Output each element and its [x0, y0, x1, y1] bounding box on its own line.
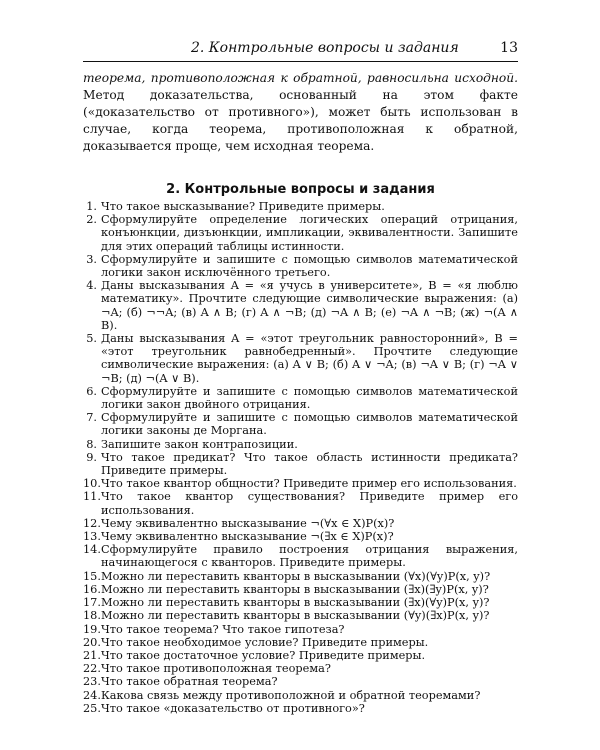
question-text: Чему эквивалентно высказывание ¬(∀x ∈ X)P(x)? [101, 516, 395, 530]
question-text: Какова связь между противоположной и обратной теоремами? [101, 688, 481, 702]
header-rule [83, 61, 518, 62]
question-number: 15. [83, 569, 101, 583]
question-number: 22. [83, 662, 101, 676]
question-item [83, 636, 518, 649]
question-text: Что такое квантор существования? Приведите пример его использования. [101, 490, 518, 517]
question-number: 23. [83, 675, 101, 689]
question-text: Даны высказывания A = «этот треугольник равносторонний», B = «этот треугольник равнобедренный». Прочтите следующие символические выражения: (а) A ∨ B; (б) A ∨ ¬A; (в) ¬A ∨ B; (г) ¬A ∨ ¬B; (д) ¬(A ∨ B). [101, 332, 518, 385]
question-item [83, 438, 518, 451]
question-number: 12. [83, 516, 101, 530]
question-text: Что такое необходимое условие? Приведите примеры. [101, 635, 429, 649]
question-text: Можно ли переставить кванторы в высказывании (∀x)(∀y)P(x, y)? [101, 569, 491, 583]
question-text: Запишите закон контрапозиции. [101, 437, 298, 451]
question-item [83, 200, 518, 213]
question-list [83, 200, 518, 715]
question-text: Сформулируйте и запишите с помощью символов математической логики законы де Моргана. [101, 411, 518, 438]
question-text: Чему эквивалентно высказывание ¬(∃x ∈ X)P(x)? [101, 530, 394, 544]
question-text: Что такое противоположная теорема? [101, 662, 331, 676]
running-header [83, 40, 518, 58]
question-number: 11. [83, 490, 101, 504]
question-item [83, 279, 518, 332]
question-text: Что такое обратная теорема? [101, 675, 278, 689]
question-number: 6. [86, 384, 97, 398]
question-number: 4. [86, 279, 97, 293]
question-text: Что такое теорема? Что такое гипотеза? [101, 622, 345, 636]
running-header-title: 2. Контрольные вопросы и задания [191, 40, 459, 56]
question-text: Можно ли переставить кванторы в высказывании (∀y)(∃x)P(x, y)? [101, 609, 490, 623]
question-item [83, 332, 518, 385]
question-item [83, 649, 518, 662]
question-item [83, 411, 518, 437]
question-text: Что такое предикат? Что такое область истинности предиката? Приведите примеры. [101, 450, 518, 478]
intro-emphasis: теорема, противоположная к обратной, равносильна исходной. [83, 71, 518, 85]
question-item [83, 543, 518, 569]
question-number: 7. [86, 411, 97, 425]
question-item [83, 583, 518, 596]
question-text: Что такое «доказательство от противного»? [101, 701, 365, 715]
question-number: 20. [83, 635, 101, 649]
section-title: 2. Контрольные вопросы и задания [166, 182, 435, 197]
question-item [83, 702, 518, 715]
page-number: 13 [500, 40, 518, 56]
question-number: 19. [83, 622, 101, 636]
question-item [83, 477, 518, 490]
question-number: 8. [86, 437, 97, 451]
question-item [83, 662, 518, 675]
question-item [83, 530, 518, 543]
question-text: Можно ли переставить кванторы в высказывании (∃x)(∀y)P(x, y)? [101, 596, 490, 610]
question-text: Можно ли переставить кванторы в высказывании (∃x)(∃y)P(x, y)? [101, 582, 489, 596]
intro-paragraph [83, 70, 518, 155]
question-text: Сформулируйте и запишите с помощью символов математической логики закон исключённого третьего. [101, 252, 518, 280]
question-item [83, 596, 518, 609]
question-number: 16. [83, 582, 101, 596]
question-number: 24. [83, 688, 101, 702]
question-text: Сформулируйте и запишите с помощью символов математической логики закон двойного отрицания. [101, 384, 518, 412]
question-text: Даны высказывания A = «я учусь в университете», B = «я люблю математику». Прочтите следующие символические выражения: (а) ¬A; (б) ¬¬A; (в) A ∧ B; (г) A ∧ ¬B; (д) ¬A ∧ B; (е) ¬A ∧ ¬B; (ж) ¬(A ∧ B). [101, 279, 518, 332]
question-item [83, 213, 518, 253]
question-item [83, 623, 518, 636]
question-number: 18. [83, 609, 101, 623]
question-number: 3. [86, 252, 97, 266]
question-item [83, 689, 518, 702]
question-number: 9. [86, 450, 97, 464]
question-number: 5. [86, 332, 97, 346]
question-text: Сформулируйте определение логических операций отрицания, конъюнкции, дизъюнкции, импликации, эквивалентности. Запишите для этих операций таблицы истинности. [101, 213, 518, 253]
question-item [83, 385, 518, 411]
question-text: Сформулируйте правило построения отрицания выражения, начинающегося с кванторов. Приведите примеры. [101, 543, 518, 570]
question-number: 17. [83, 596, 101, 610]
question-number: 2. [86, 213, 97, 227]
question-item [83, 675, 518, 688]
question-number: 14. [83, 543, 101, 557]
intro-text: Метод доказательства, основанный на этом факте («доказательство от противного»), может быть использован в случае, когда теорема, противоположная к обратной, доказывается проще, чем исходная теорема. [83, 88, 518, 153]
question-text: Что такое достаточное условие? Приведите примеры. [101, 648, 426, 662]
question-item [83, 517, 518, 530]
question-number: 13. [83, 530, 101, 544]
question-item [83, 490, 518, 516]
question-item [83, 253, 518, 279]
question-text: Что такое квантор общности? Приведите пример его использования. [101, 477, 517, 491]
question-item [83, 609, 518, 622]
question-text: Что такое высказывание? Приведите примеры. [101, 200, 385, 213]
question-number: 1. [86, 200, 97, 213]
question-item [83, 451, 518, 477]
question-number: 10. [83, 477, 101, 491]
question-number: 25. [83, 701, 101, 715]
question-number: 21. [83, 648, 101, 662]
question-item [83, 570, 518, 583]
